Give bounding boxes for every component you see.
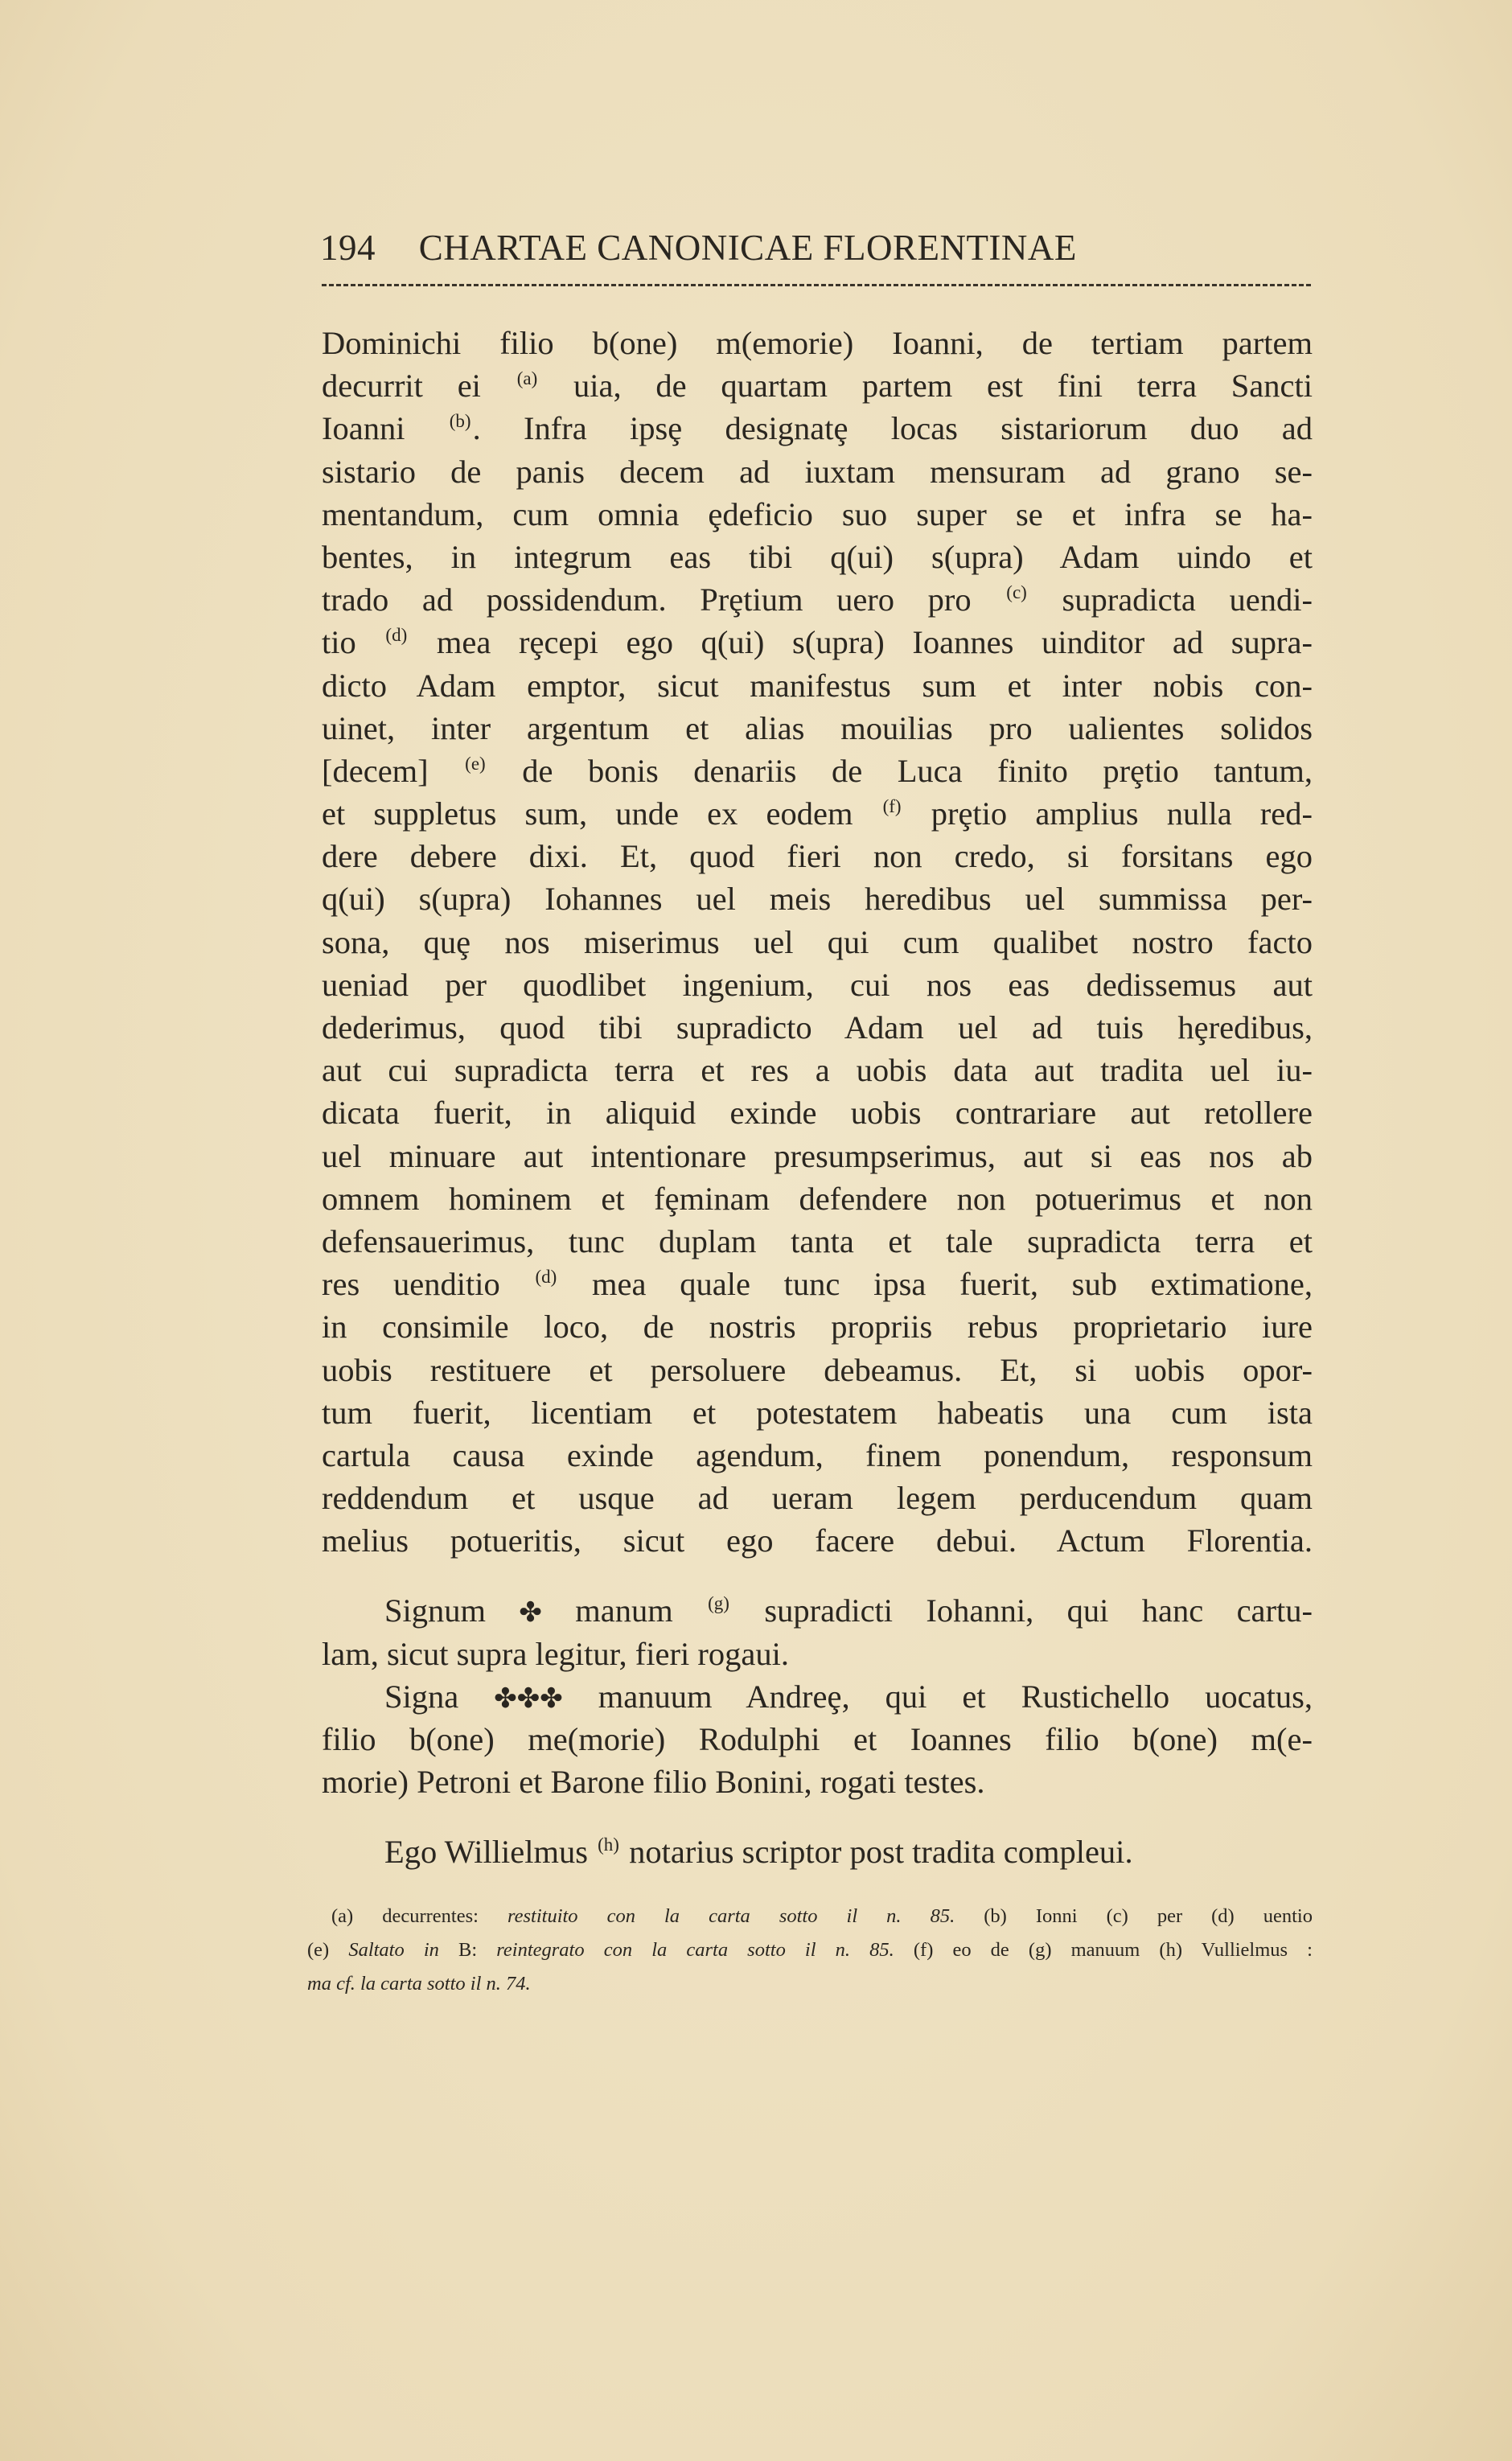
text-line [322,1718,1313,1760]
footnote-marker: (b) [449,411,471,432]
text-line [322,835,1313,877]
text-line [322,407,1313,450]
paragraph [322,1589,1313,1674]
text-segment: omnem hominem et fȩminam defendere non potuerimus et non [322,1180,1313,1217]
footnote-line [307,1967,1313,2001]
footnotes [307,1900,1313,2001]
text-segment: cartula causa exinde agendum, finem ponendum, responsum [322,1436,1313,1473]
text-line [322,536,1313,578]
text-line [322,792,1313,835]
paragraph [322,322,1313,1562]
text-segment: manum [541,1592,707,1629]
footnote-marker: (c) [1006,582,1027,603]
text-segment: Ego Willielmus [384,1834,597,1871]
footnote-text: (f) eo de (g) manuum (h) Vullielmus : [894,1939,1313,1961]
footnote-line [307,1900,1313,1933]
text-segment: lam, sicut supra legitur, fieri rogaui. [322,1635,789,1672]
text-line [322,1006,1313,1049]
text-segment: mentandum, cum omnia ȩdeficio suo super se et infra se ha- [322,495,1313,532]
text-line [322,1760,1313,1803]
text-line [322,1305,1313,1348]
text-segment: Signa [384,1678,495,1715]
text-line [322,707,1313,750]
text-line [322,1830,1313,1873]
text-line [322,877,1313,920]
text-segment: Ioanni [322,410,448,447]
text-segment: sona, quȩ nos miserimus uel qui cum qualibet nostro facto [322,923,1313,960]
text-line [322,1675,1313,1718]
text-line [322,664,1313,707]
text-segment: ueniad per quodlibet ingenium, cui nos eas dedissemus aut [322,966,1313,1003]
text-line [322,1477,1313,1519]
text-segment: uobis restituere et persoluere debeamus. Et, si uobis opor- [322,1351,1313,1388]
footnote-marker: (f) [882,796,902,817]
text-line [322,1049,1313,1091]
footnote-text: (b) Ionni (c) per (d) uentio [955,1905,1313,1927]
text-segment: trado ad possidendum. Prȩtium uero pro [322,581,1005,618]
text-line [322,450,1313,493]
text-segment: tio [322,624,384,661]
text-segment: mea rȩcepi ego q(ui) s(upra) Ioannes uinditor ad supra- [409,624,1313,661]
text-segment: sistario de panis decem ad iuxtam mensuram ad grano se- [322,453,1313,490]
footnote-italic-text: reintegrato con la carta sotto il n. 85. [496,1939,894,1961]
text-segment: [decem] [322,752,464,789]
footnote-italic-text: restituito con la carta sotto il n. 85. [507,1905,955,1927]
text-segment: in consimile loco, de nostris propriis rebus proprietario iure [322,1309,1313,1346]
text-segment: filio b(one) me(morie) Rodulphi et Ioannes filio b(one) m(e- [322,1721,1313,1757]
text-segment: manuum Andreȩ, qui et Rustichello uocatus, [562,1678,1313,1715]
text-line [322,364,1313,407]
paragraph [322,1675,1313,1804]
signum-cross-icon: ✤ [519,1596,542,1629]
text-segment: dicto Adam emptor, sicut manifestus sum et inter nobis con- [322,667,1313,704]
text-line [322,750,1313,792]
text-segment: bentes, in integrum eas tibi q(ui) s(upra) Adam uindo et [322,538,1313,575]
footnote-marker: (d) [535,1267,557,1288]
text-segment: dicata fuerit, in aliquid exinde uobis contrariare aut retollere [322,1095,1313,1132]
footnote-text: B: [438,1939,497,1961]
text-segment: mea quale tunc ipsa fuerit, sub extimatione, [558,1266,1313,1303]
text-segment: supradicta uendi- [1028,581,1313,618]
footnote-marker: (a) [516,368,538,389]
text-line [322,1091,1313,1134]
text-line [322,1519,1313,1562]
footnote-marker: (e) [465,753,486,774]
text-segment: supradicti Iohanni, qui hanc cartu- [730,1592,1313,1629]
text-segment: de bonis denariis de Luca finito prȩtio tantum, [487,752,1313,789]
text-segment: dere debere dixi. Et, quod fieri non credo, si forsitans ego [322,838,1313,875]
text-line [322,1633,1313,1675]
text-segment: uinet, inter argentum et alias mouilias pro ualientes solidos [322,709,1313,746]
footnote-italic-text: Saltato in [348,1939,439,1961]
text-segment: uia, de quartam partem est fini terra Sancti [539,368,1313,405]
text-segment: tum fuerit, licentiam et potestatem habeatis una cum ista [322,1394,1313,1431]
document-body [322,322,1313,1901]
footnote-marker: (d) [385,625,408,646]
text-line [322,1135,1313,1177]
text-segment: prȩtio amplius nulla red- [902,795,1313,832]
header-rule [322,284,1311,286]
footnote-text: (a) decurrentes: [331,1905,507,1927]
text-line [322,322,1313,364]
text-line [322,1263,1313,1305]
text-line [322,578,1313,621]
footnote-marker: (h) [598,1834,619,1855]
text-segment: dederimus, quod tibi supradicto Adam uel ad tuis hȩredibus, [322,1009,1313,1046]
footnote-marker: (g) [708,1593,729,1614]
footnote-text: (e) [307,1939,349,1961]
text-segment: . Infra ipsȩ designatȩ locas sistariorum duo ad [472,410,1313,447]
text-segment: notarius scriptor post tradita compleui. [620,1834,1133,1871]
footnote-line [307,1933,1313,1967]
text-line [322,963,1313,1006]
footnote-italic-text: ma cf. la carta sotto il n. 74. [307,1973,531,1995]
text-segment: q(ui) s(upra) Iohannes uel meis heredibus uel summissa per- [322,881,1313,918]
text-segment: defensauerimus, tunc duplam tanta et tale supradicta terra et [322,1222,1313,1259]
text-segment: et suppletus sum, unde ex eodem [322,795,881,832]
text-line [322,1589,1313,1632]
text-line [322,921,1313,963]
text-segment: Signum [384,1592,520,1629]
text-segment: aut cui supradicta terra et res a uobis data aut tradita uel iu- [322,1052,1313,1089]
running-title: CHARTAE CANONICAE FLORENTINAE [418,228,1077,268]
text-line [322,1391,1313,1434]
text-line [322,621,1313,664]
text-segment: res uenditio [322,1266,534,1303]
text-segment: decurrit ei [322,368,516,405]
text-line [322,1220,1313,1263]
paragraph [322,1830,1313,1873]
text-line [322,1349,1313,1391]
text-segment: morie) Petroni et Barone filio Bonini, rogati testes. [322,1764,985,1801]
signum-cross-icon: ✤✤✤ [494,1682,563,1715]
text-line [322,1434,1313,1477]
text-segment: melius potueritis, sicut ego facere debui. Actum Florentia. [322,1522,1313,1559]
text-line [322,1177,1313,1220]
running-header [320,227,1317,269]
page-number: 194 [320,228,376,268]
text-line [322,493,1313,536]
text-segment: Dominichi filio b(one) m(emorie) Ioanni, de tertiam partem [322,325,1313,361]
text-segment: reddendum et usque ad ueram legem perducendum quam [322,1480,1313,1517]
text-segment: uel minuare aut intentionare presumpserimus, aut si eas nos ab [322,1137,1313,1174]
